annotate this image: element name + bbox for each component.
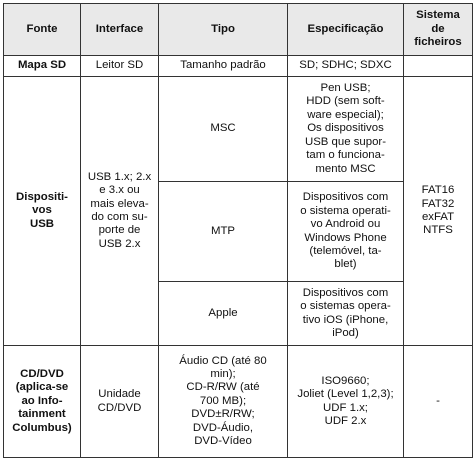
cd-fonte-line: Columbus) [12,421,72,434]
cd-tipo-line: 700 MB); [199,394,247,407]
usb-interface [81,77,159,346]
cd-spec-line: UDF 2.x [324,414,367,427]
msc-spec-line: USB que supor- [304,135,387,148]
header-interface: Interface [81,4,159,56]
usb-fonte [4,77,81,346]
mtp-spec-line: Dispositivos com [302,191,389,204]
usb-interface-line: porte de [98,224,141,237]
table-row-cd-dvd [4,346,473,458]
sd-especificacao: SD; SDHC; SDXC [288,56,404,77]
usb-msc-especificacao [288,77,404,182]
cd-spec-line: UDF 1.x; [323,401,368,414]
apple-spec-line: o sistemas opera- [300,300,391,313]
cd-tipo-line: DVD-Áudio, [192,421,254,434]
usb-interface-line: mais eleva- [90,197,149,210]
msc-spec-line: HDD (sem soft- [306,95,385,108]
cd-tipo-line: CD-R/RW (até [186,381,260,394]
cd-interface-line: CD/DVD [97,401,142,414]
usb-sistema-line: FAT32 [421,197,455,210]
msc-spec-line: Os dispositivos [307,122,384,135]
apple-spec-line: Dispositivos com [302,286,389,299]
apple-spec-line: tivo iOS (iPhone, [302,313,389,326]
header-tipo: Tipo [159,4,288,56]
usb-mtp-especificacao [288,182,404,282]
cd-fonte-line: tainment [18,408,66,421]
usb-apple-especificacao [288,282,404,346]
table-row-usb-msc [4,77,473,182]
media-sources-table [3,3,473,458]
usb-sistema-line: NTFS [423,224,453,237]
cd-tipo [159,346,288,458]
usb-sistema-line: exFAT [421,211,455,223]
cd-sistema: - [404,346,473,458]
cd-fonte [4,346,81,458]
usb-fonte-line: Dispositi- [16,190,68,203]
msc-spec-line: mento MSC [315,162,376,175]
mtp-spec-line: o sistema operati- [300,204,391,217]
mtp-spec-line: (telemóvel, ta- [309,244,382,257]
mtp-spec-line: vo Android ou [310,218,381,231]
usb-interface-line: USB 2.x [98,237,141,250]
msc-spec-line: Pen USB; [320,82,371,95]
header-sistema-de-ficheiros [404,4,473,56]
usb-interface-line: USB 1.x; 2.x [87,170,152,183]
usb-apple-tipo: Apple [159,282,288,346]
sd-fonte: Mapa SD [4,56,81,77]
msc-spec-line: ware especial); [307,108,384,121]
cd-fonte-line: CD/DVD [20,367,64,380]
header-sistema-line: ficheiros [414,36,462,49]
header-row [4,4,473,56]
usb-msc-tipo: MSC [159,77,288,182]
usb-fonte-line: USB [29,217,55,230]
cd-tipo-line: DVD-Vídeo [194,435,252,448]
cd-interface-line: Unidade [98,388,141,401]
cd-spec-line: ISO9660; [321,374,370,387]
usb-mtp-tipo: MTP [159,182,288,282]
apple-spec-line: iPod) [332,326,359,339]
usb-interface-line: e 3.x ou [99,184,140,197]
cd-spec-line: Joliet (Level 1,2,3); [297,388,394,401]
page-root [3,3,473,458]
header-fonte: Fonte [4,4,81,56]
header-sistema-line: de [431,22,445,35]
header-sistema-line: Sistema [416,9,460,22]
usb-interface-line: do com su- [91,211,148,223]
mtp-spec-line: blet) [334,258,357,271]
cd-fonte-line: (aplica-se [15,381,69,394]
msc-spec-line: tam o funciona- [306,149,385,162]
sd-sistema [404,56,473,77]
usb-fonte-line: vos [32,204,52,217]
usb-sistema-line: FAT16 [421,184,455,197]
header-especificacao: Especificação [288,4,404,56]
table-row-sd [4,56,473,77]
cd-especificacao [288,346,404,458]
cd-interface [81,346,159,458]
sd-tipo: Tamanho padrão [159,56,288,77]
cd-fonte-line: ao Info- [21,394,63,407]
usb-sistema [404,77,473,346]
cd-tipo-line: min); [210,367,236,380]
cd-tipo-line: DVD±R/RW; [191,408,255,421]
cd-tipo-line: Áudio CD (até 80 [179,354,267,367]
sd-interface: Leitor SD [81,56,159,77]
mtp-spec-line: Windows Phone [304,231,387,244]
